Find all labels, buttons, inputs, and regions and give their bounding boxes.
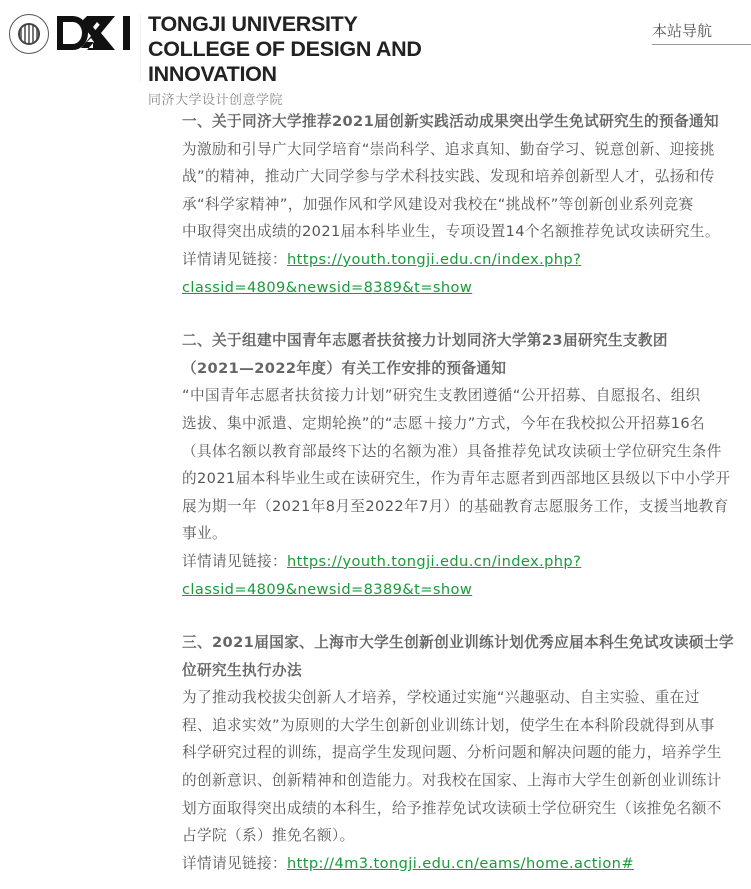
divider: [140, 14, 141, 82]
notice-body-line: 选拔、集中派遣、定期轮换”的“志愿＋接力”方式，今年在我校拟公开招募16名: [182, 414, 706, 432]
notice-section: [182, 108, 747, 327]
link-label: 详情请见链接：: [182, 854, 287, 872]
notice-body-line: 承“科学家精神”，加强作风和学风建设对我校在“挑战杯”等创新创业系列竞赛: [182, 195, 694, 213]
notice-body-line: 战”的精神，推动广大同学参与学术科技实践、发现和培养创新型人才，弘扬和传: [182, 168, 715, 186]
notice-title: 三、2021届国家、上海市大学生创新创业训练计划优秀应届本科生免试攻读硕士学: [182, 634, 735, 652]
link-label: 详情请见链接：: [182, 250, 287, 268]
notice-title: （2021—2022年度）有关工作安排的预备通知: [182, 359, 507, 377]
notice-body-line: 的创新意识、创新精神和创造能力。对我校在国家、上海市大学生创新创业训练计: [182, 772, 722, 790]
notice-body-line: 科学研究过程的训练，提高学生发现问题、分析问题和解决问题的能力，培养学生: [182, 744, 722, 762]
dxi-logo: [57, 15, 133, 51]
notice-content: [182, 108, 747, 877]
detail-link[interactable]: https://youth.tongji.edu.cn/index.php?: [286, 552, 582, 570]
notice-body-line: 占学院（系）推免名额）。: [182, 827, 355, 845]
notice-body-line: 的2021届本科毕业生或在读研究生，作为青年志愿者到西部地区县级以下中小学开: [182, 470, 731, 488]
detail-link[interactable]: classid=4809&newsid=8389&t=show: [182, 278, 473, 296]
college-name-cn: 同济大学设计创意学院: [148, 93, 284, 108]
notice-body-line: （具体名额以教育部最终下达的名额为准）具备推荐免试攻读硕士学位研究生条件: [182, 442, 722, 460]
college-name: [148, 12, 422, 87]
detail-link[interactable]: classid=4809&newsid=8389&t=show: [182, 580, 473, 598]
brand-line: TONGJI UNIVERSITY: [148, 12, 358, 36]
spacer: [182, 603, 747, 629]
notice-body-line: 事业。: [182, 525, 227, 543]
notice-title: 一、关于同济大学推荐2021届创新实践活动成果突出学生免试研究生的预备通知: [182, 113, 720, 130]
notice-section: [182, 629, 747, 877]
notice-body-line: 为激励和引导广大同学培育“崇尚科学、追求真知、勤奋学习、锐意创新、迎接挑: [182, 140, 715, 158]
site-nav-button[interactable]: 本站导航: [652, 20, 751, 45]
tongji-seal-logo: [9, 14, 49, 54]
detail-link[interactable]: https://youth.tongji.edu.cn/index.php?: [286, 250, 582, 268]
notice-body-line: 划方面取得突出成绩的本科生，给予推荐免试攻读硕士学位研究生（该推免名额不: [182, 799, 722, 817]
link-label: 详情请见链接：: [182, 552, 287, 570]
brand-line: COLLEGE OF DESIGN AND: [148, 37, 422, 61]
notice-title: 二、关于组建中国青年志愿者扶贫接力计划同济大学第23届研究生支教团: [182, 332, 668, 350]
brand-line: INNOVATION: [148, 62, 277, 86]
notice-body-line: 展为期一年（2021年8月至2022年7月）的基础教育志愿服务工作，支援当地教育: [182, 497, 729, 515]
notice-body-line: 中取得突出成绩的2021届本科毕业生，专项设置14个名额推荐免试攻读研究生。: [182, 223, 720, 241]
notice-body-line: 为了推动我校拔尖创新人才培养，学校通过实施“兴趣驱动、自主实验、重在过: [182, 689, 700, 707]
notice-body-line: “中国青年志愿者扶贫接力计划”研究生支教团遵循“公开招募、自愿报名、组织: [182, 387, 701, 405]
notice-section: [182, 327, 747, 629]
spacer: [182, 301, 747, 327]
notice-body-line: 程、追求实效”为原则的大学生创新创业训练计划，使学生在本科阶段就得到从事: [182, 716, 715, 734]
notice-title: 位研究生执行办法: [182, 661, 302, 679]
detail-link[interactable]: http://4m3.tongji.edu.cn/eams/home.action#: [286, 854, 634, 872]
